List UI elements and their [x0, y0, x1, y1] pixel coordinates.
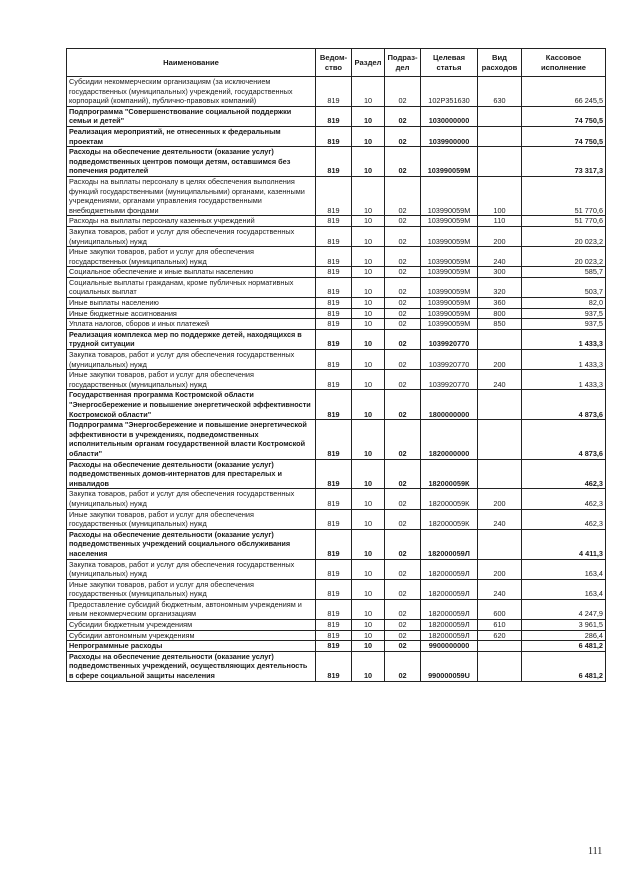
cell-name: Субсидии бюджетным учреждениям: [67, 620, 316, 631]
cell-target-article: 1800000000: [421, 390, 478, 420]
cell-target-article: 102P351630: [421, 77, 478, 107]
table-row: [67, 176, 606, 215]
cell-section: 10: [352, 489, 385, 509]
cell-section: 10: [352, 529, 385, 559]
cell-section: 10: [352, 370, 385, 390]
cell-section: 10: [352, 319, 385, 330]
cell-department: 819: [316, 420, 352, 459]
cell-expense-type: 100: [478, 176, 522, 215]
cell-department: 819: [316, 226, 352, 246]
cell-subsection: 02: [385, 559, 421, 579]
cell-name: Субсидии некоммерческим организациям (за исключением государственных (муниципальных) учреждений, государственных корпораций (компаний), публично-правовых компаний): [67, 77, 316, 107]
cell-expense-type: 800: [478, 308, 522, 319]
cell-name: Иные бюджетные ассигнования: [67, 308, 316, 319]
cell-subsection: 02: [385, 247, 421, 267]
cell-subsection: 02: [385, 390, 421, 420]
cell-cash-execution: 82,0: [522, 298, 606, 309]
cell-cash-execution: 74 750,5: [522, 106, 606, 126]
cell-name: Субсидии автономным учреждениям: [67, 630, 316, 641]
cell-expense-type: 240: [478, 370, 522, 390]
cell-department: 819: [316, 370, 352, 390]
cell-expense-type: [478, 529, 522, 559]
cell-section: 10: [352, 651, 385, 681]
cell-section: 10: [352, 420, 385, 459]
cell-cash-execution: 503,7: [522, 277, 606, 297]
cell-target-article: 182000059Л: [421, 529, 478, 559]
cell-target-article: 1030000000: [421, 106, 478, 126]
cell-department: 819: [316, 247, 352, 267]
cell-section: 10: [352, 599, 385, 619]
cell-cash-execution: 1 433,3: [522, 329, 606, 349]
cell-target-article: 103990059М: [421, 247, 478, 267]
cell-expense-type: [478, 126, 522, 146]
cell-cash-execution: 6 481,2: [522, 651, 606, 681]
cell-target-article: 182000059К: [421, 459, 478, 489]
cell-section: 10: [352, 620, 385, 631]
cell-expense-type: [478, 147, 522, 177]
cell-department: 819: [316, 329, 352, 349]
header-cash-execution: Кассовое исполнение: [522, 49, 606, 77]
cell-expense-type: 200: [478, 350, 522, 370]
cell-cash-execution: 4 247,9: [522, 599, 606, 619]
cell-target-article: 1039920770: [421, 370, 478, 390]
cell-department: 819: [316, 509, 352, 529]
budget-execution-table: [66, 48, 606, 682]
cell-expense-type: 620: [478, 630, 522, 641]
cell-cash-execution: 1 433,3: [522, 350, 606, 370]
cell-target-article: 182000059Л: [421, 579, 478, 599]
table-row: [67, 77, 606, 107]
cell-name: Иные выплаты населению: [67, 298, 316, 309]
cell-subsection: 02: [385, 599, 421, 619]
cell-expense-type: 110: [478, 216, 522, 227]
cell-name: Подпрограмма "Совершенствование социальной поддержки семьи и детей": [67, 106, 316, 126]
table-row: [67, 267, 606, 278]
cell-target-article: 103990059М: [421, 176, 478, 215]
cell-department: 819: [316, 216, 352, 227]
cell-subsection: 02: [385, 77, 421, 107]
cell-department: 819: [316, 559, 352, 579]
cell-expense-type: 300: [478, 267, 522, 278]
cell-expense-type: [478, 459, 522, 489]
cell-target-article: 103990059М: [421, 277, 478, 297]
cell-section: 10: [352, 176, 385, 215]
cell-subsection: 02: [385, 176, 421, 215]
cell-name: Уплата налогов, сборов и иных платежей: [67, 319, 316, 330]
cell-expense-type: 360: [478, 298, 522, 309]
table-row: [67, 620, 606, 631]
cell-subsection: 02: [385, 579, 421, 599]
cell-cash-execution: 6 481,2: [522, 641, 606, 652]
page-number: 111: [588, 846, 603, 857]
cell-name: Расходы на обеспечение деятельности (оказание услуг) подведомственных учреждений социального обслуживания населения: [67, 529, 316, 559]
cell-cash-execution: 4 411,3: [522, 529, 606, 559]
cell-expense-type: 240: [478, 247, 522, 267]
cell-name: Расходы на выплаты персоналу казенных учреждений: [67, 216, 316, 227]
header-name: Наименование: [67, 49, 316, 77]
cell-cash-execution: 51 770,6: [522, 216, 606, 227]
cell-subsection: 02: [385, 459, 421, 489]
cell-subsection: 02: [385, 509, 421, 529]
cell-target-article: 182000059Л: [421, 559, 478, 579]
cell-cash-execution: 51 770,6: [522, 176, 606, 215]
cell-cash-execution: 3 961,5: [522, 620, 606, 631]
cell-name: Предоставление субсидий бюджетным, автономным учреждениям и иным некоммерческим организациям: [67, 599, 316, 619]
cell-name: Иные закупки товаров, работ и услуг для обеспечения государственных (муниципальных) нужд: [67, 370, 316, 390]
cell-subsection: 02: [385, 126, 421, 146]
table-row: [67, 126, 606, 146]
table-row: [67, 226, 606, 246]
cell-subsection: 02: [385, 308, 421, 319]
cell-expense-type: [478, 641, 522, 652]
cell-subsection: 02: [385, 216, 421, 227]
cell-target-article: 103990059М: [421, 308, 478, 319]
cell-section: 10: [352, 390, 385, 420]
cell-department: 819: [316, 459, 352, 489]
cell-section: 10: [352, 106, 385, 126]
cell-section: 10: [352, 579, 385, 599]
cell-subsection: 02: [385, 350, 421, 370]
cell-department: 819: [316, 176, 352, 215]
cell-expense-type: 200: [478, 489, 522, 509]
table-row: [67, 459, 606, 489]
cell-department: 819: [316, 126, 352, 146]
table-row: [67, 329, 606, 349]
cell-subsection: 02: [385, 329, 421, 349]
cell-subsection: 02: [385, 630, 421, 641]
cell-department: 819: [316, 651, 352, 681]
cell-cash-execution: 937,5: [522, 308, 606, 319]
cell-expense-type: [478, 329, 522, 349]
cell-name: Иные закупки товаров, работ и услуг для обеспечения государственных (муниципальных) нужд: [67, 509, 316, 529]
cell-target-article: 182000059К: [421, 509, 478, 529]
cell-cash-execution: 462,3: [522, 509, 606, 529]
cell-section: 10: [352, 277, 385, 297]
table-row: [67, 216, 606, 227]
table-row: [67, 298, 606, 309]
cell-subsection: 02: [385, 529, 421, 559]
cell-name: Расходы на обеспечение деятельности (оказание услуг) подведомственных домов-интернатов для престарелых и инвалидов: [67, 459, 316, 489]
cell-cash-execution: 937,5: [522, 319, 606, 330]
cell-expense-type: [478, 651, 522, 681]
table-row: [67, 308, 606, 319]
header-target-article: Целевая статья: [421, 49, 478, 77]
cell-department: 819: [316, 147, 352, 177]
cell-department: 819: [316, 579, 352, 599]
cell-cash-execution: 4 873,6: [522, 420, 606, 459]
cell-section: 10: [352, 509, 385, 529]
table-row: [67, 599, 606, 619]
cell-expense-type: 240: [478, 579, 522, 599]
cell-subsection: 02: [385, 641, 421, 652]
cell-subsection: 02: [385, 620, 421, 631]
cell-name: Закупка товаров, работ и услуг для обеспечения государственных (муниципальных) нужд: [67, 489, 316, 509]
cell-department: 819: [316, 298, 352, 309]
table-row: [67, 651, 606, 681]
cell-department: 819: [316, 77, 352, 107]
table-row: [67, 509, 606, 529]
cell-target-article: 1039900000: [421, 126, 478, 146]
cell-target-article: 1039920770: [421, 350, 478, 370]
cell-name: Реализация мероприятий, не отнесенных к федеральным проектам: [67, 126, 316, 146]
cell-subsection: 02: [385, 147, 421, 177]
table-row: [67, 641, 606, 652]
cell-department: 819: [316, 277, 352, 297]
cell-target-article: 182000059К: [421, 489, 478, 509]
cell-section: 10: [352, 329, 385, 349]
cell-subsection: 02: [385, 420, 421, 459]
cell-cash-execution: 286,4: [522, 630, 606, 641]
cell-section: 10: [352, 77, 385, 107]
cell-cash-execution: 4 873,6: [522, 390, 606, 420]
cell-expense-type: 200: [478, 226, 522, 246]
cell-subsection: 02: [385, 651, 421, 681]
table-row: [67, 350, 606, 370]
cell-cash-execution: 1 433,3: [522, 370, 606, 390]
cell-department: 819: [316, 319, 352, 330]
cell-expense-type: 630: [478, 77, 522, 107]
cell-target-article: 103990059М: [421, 319, 478, 330]
cell-target-article: 990000059U: [421, 651, 478, 681]
cell-name: Подпрограмма "Энергосбережение и повышение энергетической эффективности в учреждениях, подведомственных исполнительным органам государственной власти Костромской области": [67, 420, 316, 459]
cell-name: Государственная программа Костромской области "Энергосбережение и повышение энергетической эффективности Костромской области": [67, 390, 316, 420]
cell-cash-execution: 20 023,2: [522, 226, 606, 246]
cell-target-article: 103990059М: [421, 226, 478, 246]
cell-target-article: 103990059М: [421, 267, 478, 278]
cell-target-article: 103990059М: [421, 216, 478, 227]
header-subsection: Подраз-дел: [385, 49, 421, 77]
cell-department: 819: [316, 620, 352, 631]
table-row: [67, 489, 606, 509]
cell-department: 819: [316, 267, 352, 278]
cell-section: 10: [352, 147, 385, 177]
cell-department: 819: [316, 390, 352, 420]
cell-subsection: 02: [385, 489, 421, 509]
table-row: [67, 630, 606, 641]
cell-name: Социальные выплаты гражданам, кроме публичных нормативных социальных выплат: [67, 277, 316, 297]
cell-target-article: 1039920770: [421, 329, 478, 349]
cell-name: Закупка товаров, работ и услуг для обеспечения государственных (муниципальных) нужд: [67, 226, 316, 246]
cell-cash-execution: 585,7: [522, 267, 606, 278]
cell-expense-type: [478, 106, 522, 126]
cell-name: Иные закупки товаров, работ и услуг для обеспечения государственных (муниципальных) нужд: [67, 247, 316, 267]
header-department: Ведом-ство: [316, 49, 352, 77]
cell-subsection: 02: [385, 226, 421, 246]
cell-department: 819: [316, 630, 352, 641]
cell-name: Закупка товаров, работ и услуг для обеспечения государственных (муниципальных) нужд: [67, 350, 316, 370]
cell-section: 10: [352, 267, 385, 278]
header-section: Раздел: [352, 49, 385, 77]
cell-expense-type: [478, 420, 522, 459]
cell-section: 10: [352, 216, 385, 227]
cell-department: 819: [316, 599, 352, 619]
cell-target-article: 9900000000: [421, 641, 478, 652]
cell-cash-execution: 20 023,2: [522, 247, 606, 267]
cell-section: 10: [352, 559, 385, 579]
cell-section: 10: [352, 126, 385, 146]
cell-subsection: 02: [385, 267, 421, 278]
cell-name: Иные закупки товаров, работ и услуг для обеспечения государственных (муниципальных) нужд: [67, 579, 316, 599]
cell-expense-type: 200: [478, 559, 522, 579]
cell-target-article: 103990059М: [421, 298, 478, 309]
cell-cash-execution: 462,3: [522, 489, 606, 509]
cell-section: 10: [352, 641, 385, 652]
cell-expense-type: 850: [478, 319, 522, 330]
table-row: [67, 420, 606, 459]
cell-cash-execution: 73 317,3: [522, 147, 606, 177]
cell-name: Расходы на обеспечение деятельности (оказание услуг) подведомственных учреждений, осуществляющих деятельность в сфере социальной защиты населения: [67, 651, 316, 681]
header-expense-type: Вид расходов: [478, 49, 522, 77]
cell-name: Расходы на обеспечение деятельности (оказание услуг) подведомственных центров помощи детям, оставшимся без попечения родителей: [67, 147, 316, 177]
header-row: [67, 49, 606, 77]
cell-cash-execution: 163,4: [522, 579, 606, 599]
cell-subsection: 02: [385, 298, 421, 309]
cell-name: Закупка товаров, работ и услуг для обеспечения государственных (муниципальных) нужд: [67, 559, 316, 579]
table-row: [67, 277, 606, 297]
cell-cash-execution: 163,4: [522, 559, 606, 579]
cell-name: Социальное обеспечение и иные выплаты населению: [67, 267, 316, 278]
cell-expense-type: 610: [478, 620, 522, 631]
cell-section: 10: [352, 459, 385, 489]
table-row: [67, 529, 606, 559]
cell-name: Непрограммные расходы: [67, 641, 316, 652]
cell-section: 10: [352, 298, 385, 309]
table-row: [67, 147, 606, 177]
table-row: [67, 559, 606, 579]
cell-subsection: 02: [385, 106, 421, 126]
cell-subsection: 02: [385, 277, 421, 297]
cell-department: 819: [316, 308, 352, 319]
cell-target-article: 182000059Л: [421, 599, 478, 619]
cell-expense-type: 320: [478, 277, 522, 297]
cell-department: 819: [316, 106, 352, 126]
cell-target-article: 182000059Л: [421, 630, 478, 641]
cell-target-article: 182000059Л: [421, 620, 478, 631]
cell-section: 10: [352, 630, 385, 641]
cell-name: Расходы на выплаты персоналу в целях обеспечения выполнения функций государственными (муниципальными) органами, казенными учреждениями, органами управления государственными внебюджетными фондами: [67, 176, 316, 215]
cell-department: 819: [316, 641, 352, 652]
cell-department: 819: [316, 350, 352, 370]
cell-section: 10: [352, 308, 385, 319]
table-row: [67, 106, 606, 126]
cell-cash-execution: 462,3: [522, 459, 606, 489]
table-row: [67, 579, 606, 599]
cell-section: 10: [352, 350, 385, 370]
cell-expense-type: 600: [478, 599, 522, 619]
cell-subsection: 02: [385, 319, 421, 330]
cell-target-article: 103990059М: [421, 147, 478, 177]
table-row: [67, 390, 606, 420]
cell-cash-execution: 74 750,5: [522, 126, 606, 146]
cell-section: 10: [352, 226, 385, 246]
cell-expense-type: [478, 390, 522, 420]
cell-section: 10: [352, 247, 385, 267]
cell-department: 819: [316, 489, 352, 509]
cell-target-article: 1820000000: [421, 420, 478, 459]
cell-name: Реализация комплекса мер по поддержке детей, находящихся в трудной ситуации: [67, 329, 316, 349]
cell-subsection: 02: [385, 370, 421, 390]
table-row: [67, 370, 606, 390]
table-row: [67, 319, 606, 330]
table-row: [67, 247, 606, 267]
cell-department: 819: [316, 529, 352, 559]
cell-expense-type: 240: [478, 509, 522, 529]
cell-cash-execution: 66 245,5: [522, 77, 606, 107]
